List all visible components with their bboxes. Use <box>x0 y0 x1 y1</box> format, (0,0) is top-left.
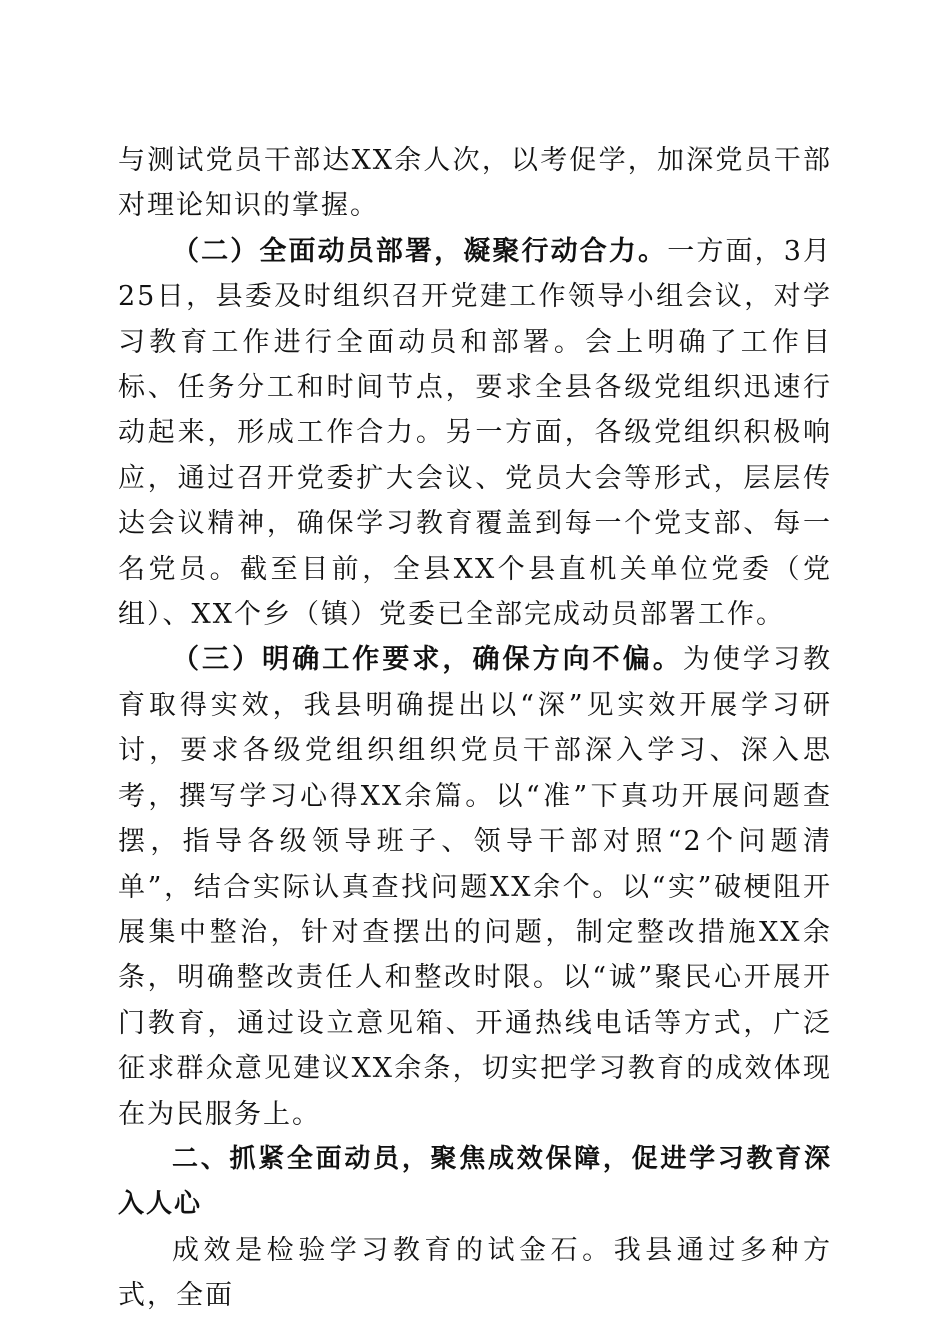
document-page <box>118 138 832 1319</box>
subheading-mobilization: （二）全面动员部署，凝聚行动合力。 <box>172 235 668 267</box>
section-heading: 二、抓紧全面动员，聚焦成效保障，促进学习教育深入人心 <box>118 1143 832 1220</box>
paragraph-text: 与测试党员干部达XX余人次，以考促学，加深党员干部对理论知识的掌握。 <box>118 145 832 222</box>
paragraph-requirements <box>118 637 832 1136</box>
paragraph-closing: 成效是检验学习教育的试金石。我县通过多种方式，全面 <box>118 1234 832 1312</box>
paragraph-continuation <box>118 138 832 229</box>
paragraph-text: 为使学习教育取得实效，我县明确提出以“深”见实效开展学习研讨，要求各级党组织组织党员干部深入学习、深入思考，撰写学习心得XX余篇。以“准”下真功开展问题查摆，指导各级领导班子、领导干部对照“2个问题清单”，结合实际认真查找问题XX余个。以“实”破梗阻开展集中整治，针对查摆出的问题，制定整改措施XX余条，明确整改责任人和整改时限。以“诚”聚民心开展开门教育，通过设立意见箱、开通热线电话等方式，广泛征求群众意见建议XX余条，切实把学习教育的成效体现在为民服务上。 <box>118 644 833 1130</box>
subheading-requirements: （三）明确工作要求，确保方向不偏。 <box>172 644 683 676</box>
paragraph-mobilization <box>118 229 832 638</box>
paragraph-text: 一方面，3月25日，县委及时组织召开党建工作领导小组会议，对学习教育工作进行全面动员和部署。会上明确了工作目标、任务分工和时间节点，要求全县各级党组织迅速行动起来，形成工作合力。另一方面，各级党组织积极响应，通过召开党委扩大会议、党员大会等形式，层层传达会议精神，确保学习教育覆盖到每一个党支部、每一名党员。截至目前，全县XX个县直机关单位党委（党组）、XX个乡（镇）党委已全部完成动员部署工作。 <box>118 235 833 631</box>
